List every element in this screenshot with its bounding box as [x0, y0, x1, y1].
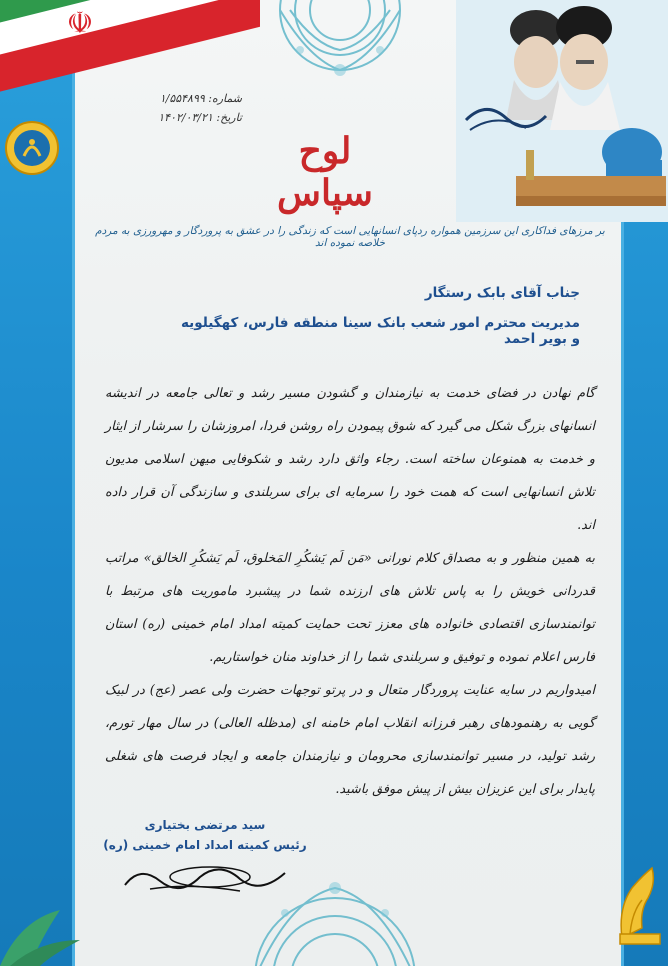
signatory-name: سید مرتضی بختیاری: [144, 818, 266, 832]
page-title: لوح سپاس: [277, 130, 373, 214]
portraits-and-shrine-image: [456, 0, 668, 222]
recipient-block: [180, 285, 580, 361]
letter-date: تاریخ: ۱۴۰۲/۰۳/۲۱: [158, 111, 242, 124]
relief-committee-emblem: [612, 848, 666, 948]
handwritten-signature: [120, 855, 290, 900]
letter-number: شماره: ۱/۵۵۴۸۹۹: [159, 92, 242, 105]
body-paragraph-3: امیدواریم در سایه عنایت پروردگار متعال و در پرتو توجهات حضرت ولی عصر (عج) در لبیک گویی به رهنمودهای رهبر فرزانه انقلاب امام خامنه ای (مدظله العالی) در سال مهار تورم، رشد تولید، در مسیر توانمندسازی محرومان و نیازمندان جامعه و ایجاد فرصت های شغلی پایدار برای این عزیزان بیش از پیش موفق باشید.: [105, 683, 595, 797]
iran-flag-icon: ☫: [0, 0, 260, 110]
slogan-text: بر مرزهای فداکاری این سرزمین همواره ردپای انسانهایی است که زندگی را در عشق به پروردگار و مهرورزی به مردم خلاصه نموده اند: [95, 225, 605, 249]
reference-block: [92, 92, 242, 130]
signatory-block: [100, 818, 310, 858]
body-paragraph-1: گام نهادن در فضای خدمت به نیازمندان و گشودن مسیر رشد و تعالی جامعه در اندیشه انسانهای بزرگ شکل می گیرد که شوق پیمودن راه روشن فردا، امروزشان را سرشار از ایثار و خدمت به همنوعان ساخته است. رجاء واثق دارد رشد و شکوفایی میهن اسلامی مدیون تلاش انسانهایی است که همت خود را سرمایه ای برای سربلندی و سازندگی آن قرار داده اند.: [105, 386, 595, 533]
body-paragraph-2: به همین منظور و به مصداق کلام نورانی «مَن لَم یَشکُرِ المَخلوق، لَم یَشکُرِ الخالق» مراتب قدردانی خویش را به پاس تلاش های ارزنده شما در پیشبرد ماموریت های مرتبط با توانمندسازی اقتصادی خانواده های معزز تحت حمایت کمیته امداد امام خمینی (ره) استان فارس اعلام نموده و توفیق و سربلندی شما را از خداوند منان خواستاریم.: [105, 551, 595, 665]
signatory-title: رئیس کمیته امداد امام خمینی (ره): [103, 838, 307, 852]
recipient-name: جناب آقای بابک رستگار: [424, 285, 580, 301]
recipient-position: مدیریت محترم امور شعب بانک سینا منطقه فارس، کهگیلویه و بویر احمد: [181, 315, 580, 347]
plant-leaves-decoration: [0, 900, 90, 966]
ornament-top-icon: [230, 0, 450, 90]
relief-committee-logo: [4, 120, 60, 176]
letter-body: [105, 377, 595, 806]
